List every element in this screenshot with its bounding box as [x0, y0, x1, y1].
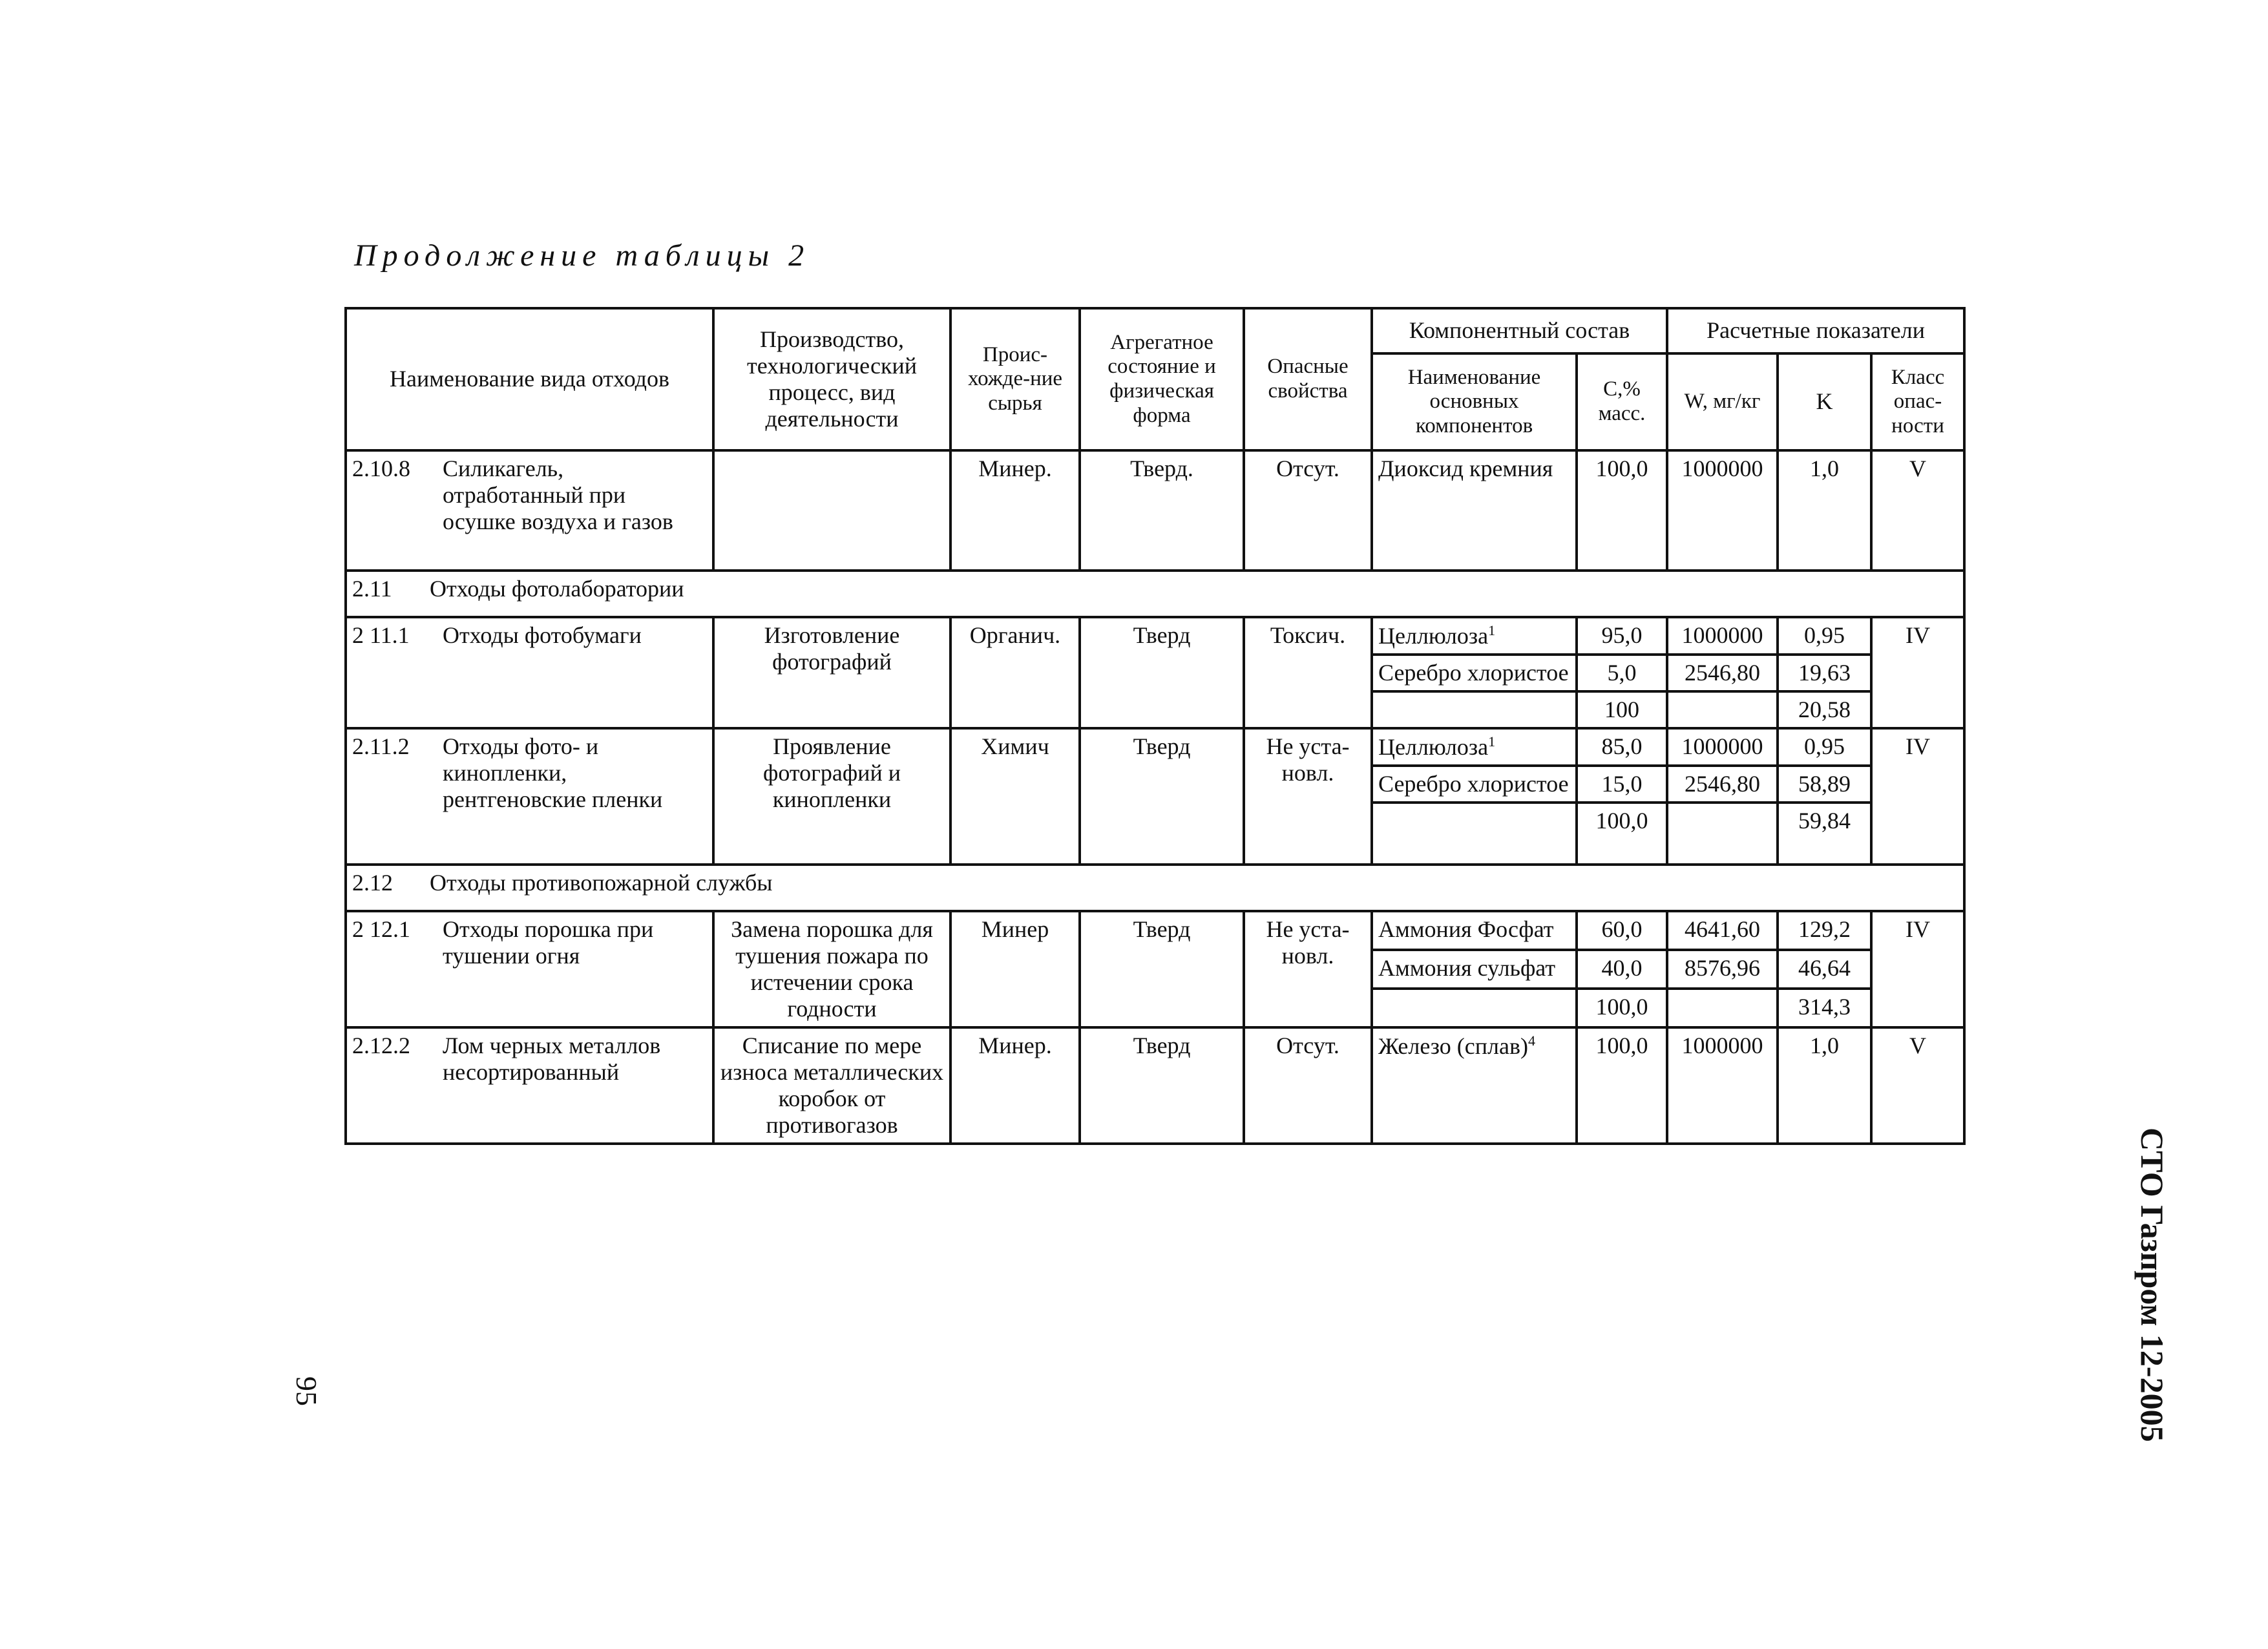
process-cell: Списание по мере износа металлических коробок от противогазов: [713, 1027, 950, 1144]
table-row: [346, 911, 1964, 950]
process-cell: Проявление фотографий и кинопленки: [713, 728, 950, 865]
k-cell: 58,89: [1778, 766, 1871, 803]
table-row: [346, 1027, 1964, 1144]
process-cell: [713, 450, 950, 571]
section-row: [346, 865, 1964, 911]
header-aggregate: Агрегатное состояние и физическая форма: [1080, 308, 1244, 450]
standard-code: СТО Газпром 12-2005: [2134, 1128, 2170, 1442]
header-hazard: Опасные свойства: [1244, 308, 1372, 450]
k-cell: 0,95: [1778, 617, 1871, 655]
component-cell-empty: [1372, 803, 1577, 865]
k-total: 314,3: [1778, 989, 1871, 1027]
k-cell: 19,63: [1778, 655, 1871, 691]
aggregate-cell: Тверд: [1080, 911, 1244, 1027]
waste-name: Отходы фото- и кинопленки, рентгеновские пленки: [443, 733, 663, 813]
section-row: [346, 571, 1964, 617]
w-cell: 4641,60: [1667, 911, 1778, 950]
waste-table: [344, 307, 1966, 1145]
process-cell: Изготовление фотографий: [713, 617, 950, 728]
component-name: Целлюлоза: [1378, 734, 1489, 761]
k-cell: 1,0: [1778, 450, 1871, 571]
component-cell-empty: [1372, 989, 1577, 1027]
concentration-cell: 100,0: [1577, 1027, 1667, 1144]
w-cell: 1000000: [1667, 450, 1778, 571]
row-code: 2.10.8: [352, 456, 410, 481]
component-cell: Серебро хлористое: [1372, 655, 1577, 691]
aggregate-cell: Тверд: [1080, 728, 1244, 865]
concentration-total: 100: [1577, 691, 1667, 728]
hazard-cell: Не уста-новл.: [1244, 911, 1372, 1027]
concentration-cell: 40,0: [1577, 950, 1667, 989]
waste-name-cell: [346, 617, 713, 728]
aggregate-cell: Тверд: [1080, 617, 1244, 728]
header-concentration: С,% масс.: [1577, 353, 1667, 450]
concentration-cell: 5,0: [1577, 655, 1667, 691]
waste-name: Силикагель, отработанный при осушке воздуха и газов: [443, 456, 673, 535]
waste-name-cell: [346, 911, 713, 1027]
origin-cell: Минер.: [950, 1027, 1080, 1144]
row-code: 2.11.2: [352, 733, 410, 760]
class-cell: V: [1871, 1027, 1964, 1144]
header-component-name: Наименование основных компонентов: [1372, 353, 1577, 450]
component-cell: [1372, 1027, 1577, 1144]
class-cell: V: [1871, 450, 1964, 571]
header-calc-group: Расчетные показатели: [1667, 308, 1964, 353]
w-cell: 2546,80: [1667, 766, 1778, 803]
origin-cell: Минер: [950, 911, 1080, 1027]
w-cell-empty: [1667, 803, 1778, 865]
concentration-cell: 100,0: [1577, 450, 1667, 571]
component-cell: Диоксид кремния: [1372, 450, 1577, 571]
header-k: K: [1778, 353, 1871, 450]
component-cell: Аммония Фосфат: [1372, 911, 1577, 950]
hazard-cell: Не уста-новл.: [1244, 728, 1372, 865]
component-cell: [1372, 617, 1577, 655]
waste-name-cell: [346, 1027, 713, 1144]
process-cell: Замена порошка для тушения пожара по истечении срока годности: [713, 911, 950, 1027]
header-w: W, мг/кг: [1667, 353, 1778, 450]
concentration-total: 100,0: [1577, 803, 1667, 865]
concentration-cell: 85,0: [1577, 728, 1667, 766]
concentration-cell: 60,0: [1577, 911, 1667, 950]
class-cell: IV: [1871, 911, 1964, 1027]
row-code: 2 12.1: [352, 916, 410, 943]
hazard-cell: Отсут.: [1244, 450, 1372, 571]
footnote-mark: 4: [1528, 1033, 1535, 1049]
table-caption: Продолжение таблицы 2: [354, 238, 810, 273]
component-name: Целлюлоза: [1378, 623, 1489, 649]
class-cell: IV: [1871, 617, 1964, 728]
header-class: Класс опас-ности: [1871, 353, 1964, 450]
k-total: 20,58: [1778, 691, 1871, 728]
waste-name-cell: [346, 728, 713, 865]
w-cell: 1000000: [1667, 728, 1778, 766]
component-cell: Серебро хлористое: [1372, 766, 1577, 803]
hazard-cell: Токсич.: [1244, 617, 1372, 728]
k-cell: 129,2: [1778, 911, 1871, 950]
k-cell: 46,64: [1778, 950, 1871, 989]
k-cell: 0,95: [1778, 728, 1871, 766]
footnote-mark: 1: [1488, 622, 1496, 638]
table-row: [346, 450, 1964, 571]
waste-name: Отходы фотобумаги: [443, 622, 642, 648]
footnote-mark: 1: [1488, 733, 1496, 750]
row-code: 2 11.1: [352, 622, 410, 648]
origin-cell: Органич.: [950, 617, 1080, 728]
waste-name-cell: [346, 450, 713, 571]
w-cell: 2546,80: [1667, 655, 1778, 691]
table-row: [346, 728, 1964, 766]
aggregate-cell: Тверд: [1080, 1027, 1244, 1144]
row-code: 2.12.2: [352, 1033, 410, 1059]
section-number: 2.12: [352, 870, 393, 896]
section-title: Отходы фотолаборатории: [430, 576, 684, 602]
table-row: [346, 617, 1964, 655]
header-name: Наименование вида отходов: [346, 308, 713, 450]
component-cell: [1372, 728, 1577, 766]
component-cell: Аммония сульфат: [1372, 950, 1577, 989]
origin-cell: Химич: [950, 728, 1080, 865]
k-cell: 1,0: [1778, 1027, 1871, 1144]
component-cell-empty: [1372, 691, 1577, 728]
w-cell: 1000000: [1667, 617, 1778, 655]
waste-name: Лом черных металлов несортированный: [443, 1033, 661, 1086]
aggregate-cell: Тверд.: [1080, 450, 1244, 571]
concentration-cell: 15,0: [1577, 766, 1667, 803]
header-origin: Проис-хожде-ние сырья: [950, 308, 1080, 450]
concentration-cell: 95,0: [1577, 617, 1667, 655]
header-components-group: Компонентный состав: [1372, 308, 1667, 353]
header-process: Производство, технологический процесс, вид деятельности: [713, 308, 950, 450]
w-cell: 8576,96: [1667, 950, 1778, 989]
w-cell-empty: [1667, 691, 1778, 728]
section-number: 2.11: [352, 576, 392, 602]
concentration-total: 100,0: [1577, 989, 1667, 1027]
hazard-cell: Отсут.: [1244, 1027, 1372, 1144]
section-title: Отходы противопожарной службы: [430, 870, 773, 896]
component-name: Железо (сплав): [1378, 1033, 1528, 1060]
class-cell: IV: [1871, 728, 1964, 865]
origin-cell: Минер.: [950, 450, 1080, 571]
k-total: 59,84: [1778, 803, 1871, 865]
w-cell: 1000000: [1667, 1027, 1778, 1144]
waste-name: Отходы порошка при тушении огня: [443, 916, 654, 969]
page-number: 95: [290, 1376, 323, 1406]
w-cell-empty: [1667, 989, 1778, 1027]
